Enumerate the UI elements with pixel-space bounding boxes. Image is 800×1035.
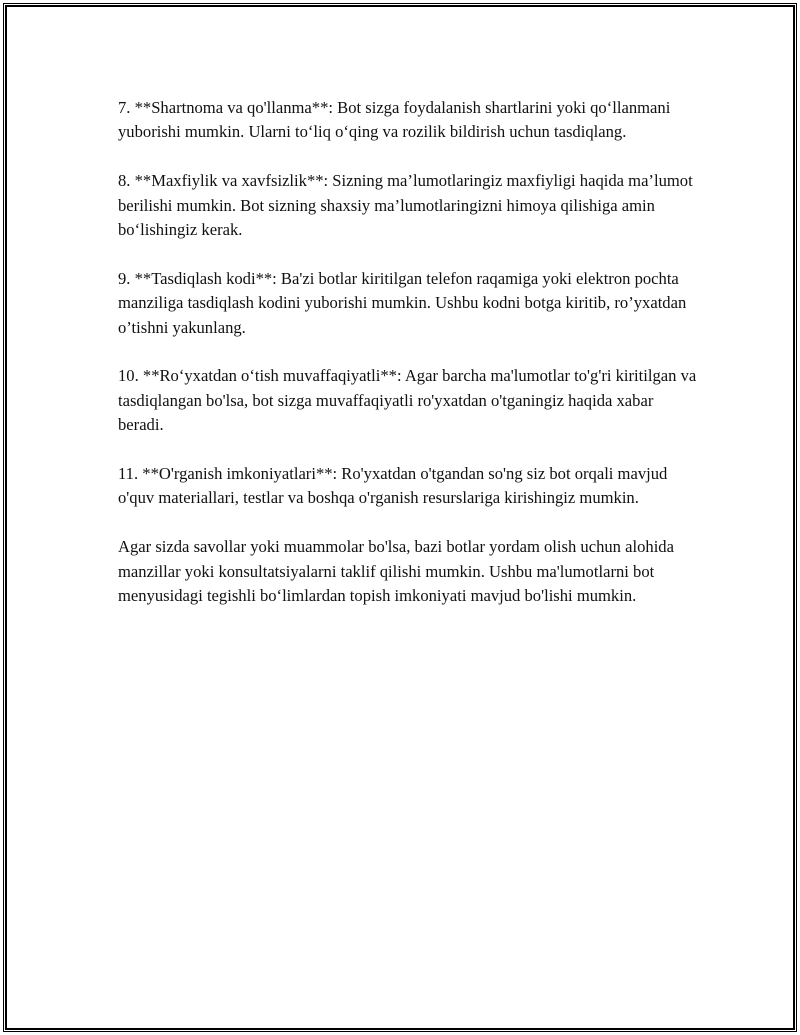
paragraph-item-7: 7. **Shartnoma va qo'llanma**: Bot sizga foydalanish shartlarini yoki qo‘llanmani yuborishi mumkin. Ularni to‘liq o‘qing va rozilik bildirish uchun tasdiqlang. (118, 98, 671, 142)
paragraph-item-8: 8. **Maxfiylik va xavfsizlik**: Sizning ma’lumotlaringiz maxfiyligi haqida ma’lumot berilishi mumkin. Bot sizning shaxsiy ma’lumotlaringizni himoya qilishiga amin bo‘lishingiz kerak. (118, 171, 693, 240)
paragraph-item-9: 9. **Tasdiqlash kodi**: Ba'zi botlar kiritilgan telefon raqamiga yoki elektron pochta manziliga tasdiqlash kodini yuborishi mumkin. Ushbu kodni botga kiritib, ro’yxatdan o’tishni yakunlang. (118, 268, 687, 337)
page-border (3, 3, 797, 1032)
closing-paragraph: Agar sizda savollar yoki muammolar bo'lsa, bazi botlar yordam olish uchun alohida manzillar yoki konsultatsiyalarni taklif qilishi mumkin. Ushbu ma'lumotlarni bot menyusidagi tegishli bo‘limlardan topish imkoniyati mavjud bo'lishi mumkin. (118, 537, 674, 606)
document-body (118, 96, 698, 633)
paragraph-item-10: 10. **Ro‘yxatdan o‘tish muvaffaqiyatli**: Agar barcha ma'lumotlar to'g'ri kiritilgan va tasdiqlangan bo'lsa, bot sizga muvaffaqiyatli ro'yxatdan o'tganingiz haqida xabar beradi. (118, 366, 697, 435)
paragraph-item-11: 11. **O'rganish imkoniyatlari**: Ro'yxatdan o'tgandan so'ng siz bot orqali mavjud o'quv materiallari, testlar va boshqa o'rganish resurslariga kirishingiz mumkin. (118, 464, 668, 508)
